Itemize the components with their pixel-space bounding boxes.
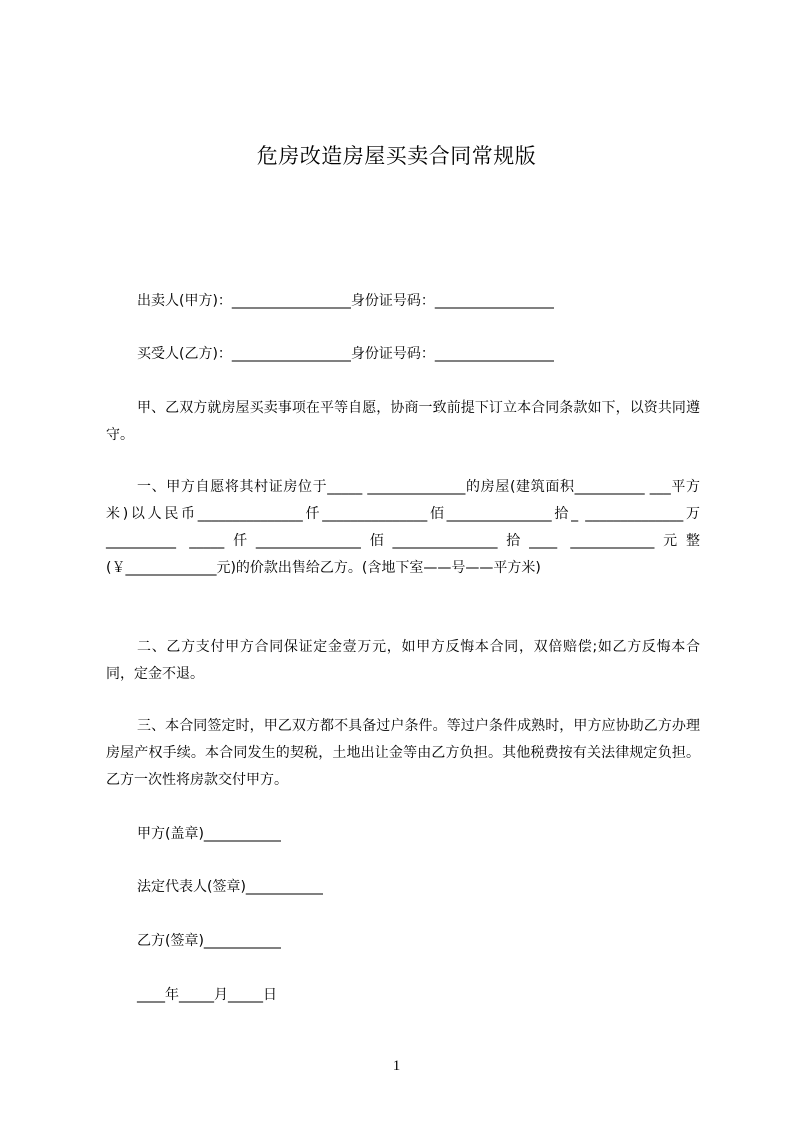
legal-rep-sign-line: 法定代表人(签章)___________ [137,879,323,895]
date-line: ____年_____月_____日 [137,987,277,1003]
buyer-line: 买受人(乙方)：_________________身份证号码：_________________ [137,346,554,362]
clause-1-paragraph: 一、甲方自愿将其村证房位于_____ ______________的房屋(建筑面积__________ ___平方米)以人民币_______________仟_______________佰_______________拾_ ______________万__________ _____仟_______________佰_______________拾____ ____________元整(￥_____________元)的价款出售给乙方。(含地下室——号——平方米) [106,479,700,576]
clause-2-paragraph: 二、乙方支付甲方合同保证定金壹万元，如甲方反悔本合同，双倍赔偿;如乙方反悔本合同，定金不退。 [106,639,700,682]
document-title: 危房改造房屋买卖合同常规版 [256,144,537,168]
party-b-sign-line: 乙方(签章)___________ [137,933,281,949]
party-a-seal-line: 甲方(盖章)___________ [137,826,281,842]
page-number: 1 [392,1058,401,1074]
seller-line: 出卖人(甲方)：_________________身份证号码：_________________ [137,293,554,309]
clause-3-paragraph: 三、本合同签定时，甲乙双方都不具备过户条件。等过户条件成熟时，甲方应协助乙方办理房屋产权手续。本合同发生的契税，土地出让金等由乙方负担。其他税费按有关法律规定负担。乙方一次性将房款交付甲方。 [106,718,700,788]
intro-paragraph: 甲、乙双方就房屋买卖事项在平等自愿，协商一致前提下订立本合同条款如下，以资共同遵守。 [106,400,700,443]
